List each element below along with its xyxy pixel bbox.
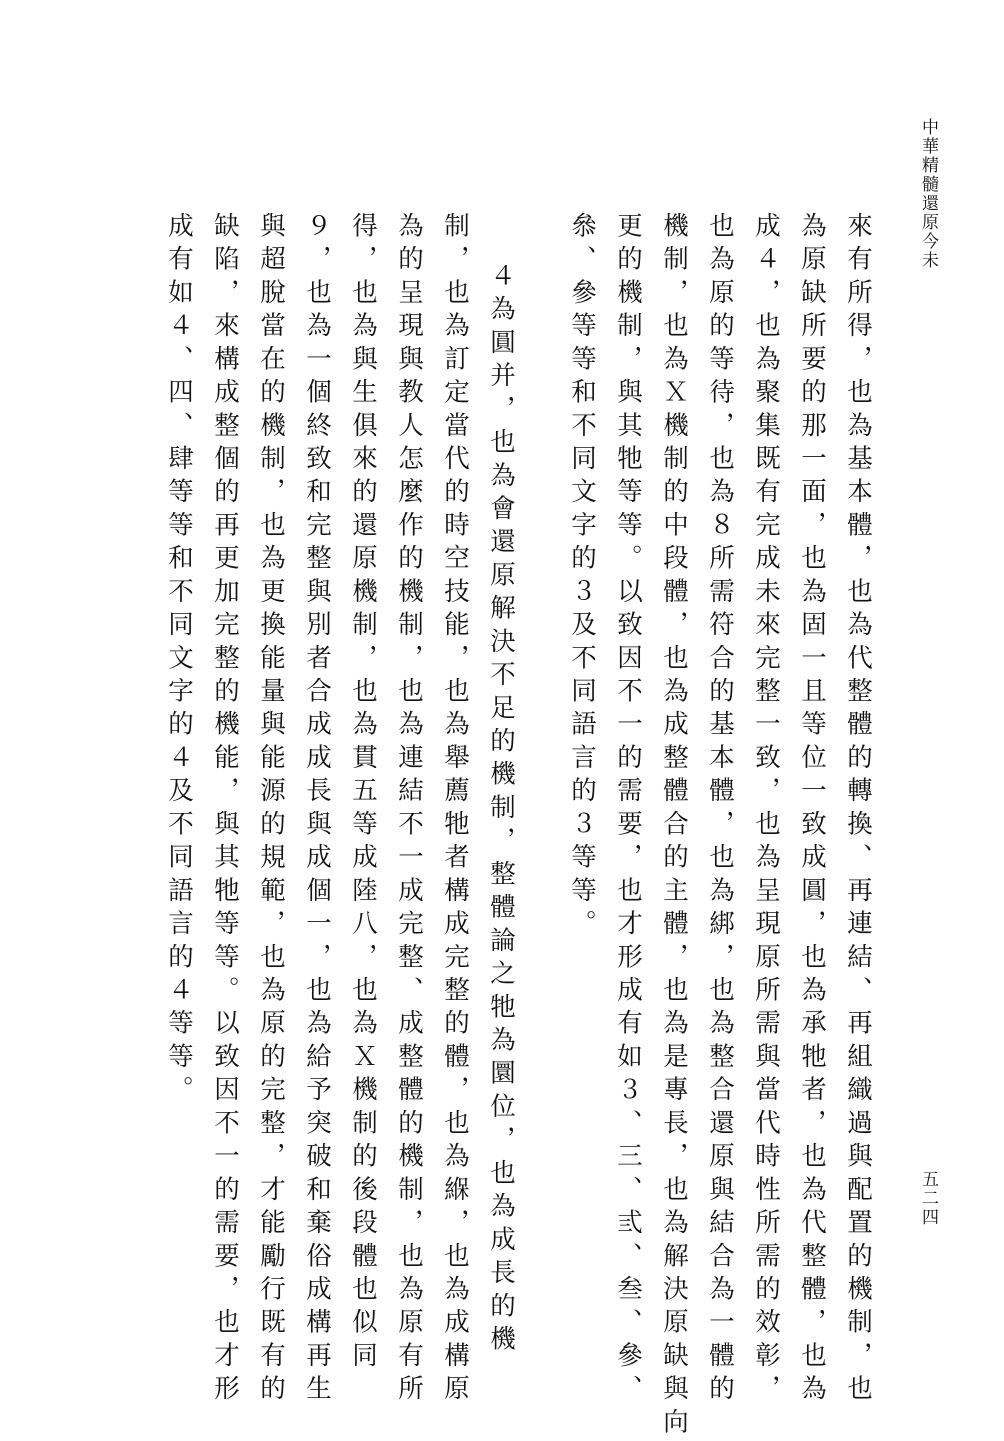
paragraph-1-column-1: 來有所得，也為基本體，也為代整體的轉換、再連結、再組織過與配置的機制，也	[843, 212, 873, 1408]
paragraph-2-column-4: 得，也為與生俱來的還原機制，也為貫五等成陸八，也為Ｘ機制的後段體也似同	[348, 212, 378, 1375]
paragraph-1-column-5: 機制，也為Ｘ機制的中段體，也為成整體合的主體，也為是專長，也為解決原缺與向	[659, 212, 689, 1441]
page-number: 五二四	[918, 1170, 938, 1227]
paragraph-1-column-4: 也為原的等待，也為８所需符合的基本體，也為綁，也為整合還原與結合為一體的	[705, 212, 735, 1408]
paragraph-2-column-3: 為的呈現與教人怎麼作的機制，也為連結不一成完整、成整體的機制，也為原有所	[394, 212, 424, 1408]
paragraph-1-column-6: 更的機制，與其牠等等。以致因不一的需要，也才形成有如３、三、弎、叁、參、	[613, 212, 643, 1408]
paragraph-1-column-7: 叅、參等等和不同文字的３及不同語言的３等等。	[567, 212, 597, 943]
paragraph-2-column-1: ４為圓并，也為會還原解決不足的機制，整體論之牠為圜位，也為成長的機	[486, 262, 516, 1359]
paragraph-1-column-3: 成４，也為聚集既有完成未來完整一致，也為呈現原所需與當代時性所需的效彰，	[751, 212, 781, 1408]
paragraph-2-column-5: ９，也為一個終致和完整與別者合成成長與成個一，也為給予突破和棄俗成構再生	[302, 212, 332, 1408]
paragraph-2-column-2: 制，也為訂定當代的時空技能，也為舉薦牠者構成完整的體，也為緥，也為成構原	[440, 212, 470, 1408]
paragraph-2-column-6: 與超脫當在的機制，也為更換能量與能源的規範，也為原的完整，才能勵行既有的	[256, 212, 286, 1408]
running-header-book-title: 中華精髓還原今未	[918, 118, 938, 270]
paragraph-2-column-8: 成有如４、四、肆等等和不同文字的４及不同語言的４等等。	[164, 212, 194, 1109]
paragraph-1-column-2: 為原缺所要的那一面，也為固一且等位一致成圓，也為承牠者，也為代整體，也為	[797, 212, 827, 1408]
paragraph-2-column-7: 缺陷，來構成整個的再更加完整的機能，與其牠等等。以致因不一的需要，也才形	[210, 212, 240, 1408]
